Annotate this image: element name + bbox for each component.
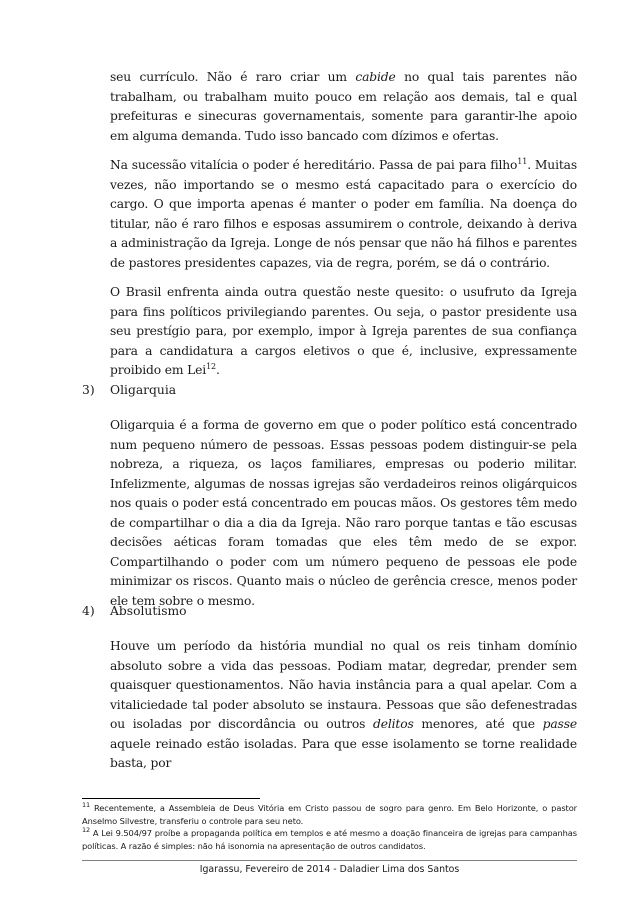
page-footer: Igarassu, Fevereiro de 2014 - Daladier Lima dos Santos	[199, 864, 460, 875]
section-heading-oligarquia	[82, 381, 382, 401]
footnote-number: 11	[82, 801, 91, 810]
section-title: Oligarquia	[110, 383, 177, 397]
paragraph-oligarquia: Oligarquia é a forma de governo em que o poder político está concentrado num pequeno número de pessoas. Essas pessoas podem distinguir-se pela nobreza, a riqueza, os laços familiares, empresas ou poderio militar. Infelizmente, algumas de nossas igrejas são verdadeiros reinos oligárquicos nos quais o poder está concentrado em poucas mãos. Os gestores têm medo de compartilhar o dia a dia da Igreja. Não raro porque tantas e tão escusas decisões aéticas foram tomadas que eles têm medo de se expor. Compartilhando o poder com um número pequeno de pessoas ele pode minimizar os riscos. Quanto mais o núcleo de gerência cresce, menos poder ele tem sobre o mesmo.	[110, 418, 577, 608]
text-run: Na sucessão vitalícia o poder é hereditário. Passa de pai para filho	[110, 158, 518, 172]
italic-term: passe	[542, 717, 577, 731]
section-heading-absolutismo	[82, 602, 382, 622]
italic-term: cabide	[355, 70, 396, 84]
footnote-12	[82, 827, 577, 852]
footnote-ref-11[interactable]: 11	[517, 156, 528, 166]
italic-term: delitos	[372, 717, 414, 731]
text-run: menores, até que	[413, 717, 543, 731]
text-run: aquele reinado estão isoladas. Para que esse isolamento se torne realidade basta, por	[110, 736, 577, 770]
text-run: Houve um período da história mundial no qual os reis tinham domínio absoluto sobre a vida das pessoas. Podiam matar, degredar, prender sem quaisquer questionamentos. Não havia instância para a qual apelar. Com a vitaliciedade tal poder absoluto se instaura. Pessoas que são defenestradas ou isoladas por discordância ou outros	[110, 639, 577, 731]
footnote-number: 12	[82, 826, 91, 835]
footnote-text: A Lei 9.504/97 proíbe a propaganda política em templos e até mesmo a doação financeira de igrejas para campanhas políticas. A razão é simples: não há isonomia na apresentação de outros candidatos.	[82, 828, 577, 851]
paragraph-absolutismo	[110, 637, 577, 774]
footnote-ref-12[interactable]: 12	[206, 361, 216, 371]
footnote-separator	[82, 798, 260, 799]
footer-separator	[82, 860, 577, 861]
text-run: O Brasil enfrenta ainda outra questão neste quesito: o usufruto da Igreja para fins políticos privilegiando parentes. Ou seja, o pastor presidente usa seu prestígio para, por exemplo, impor à Igreja parentes de sua confiança para a candidatura a cargos eletivos o que é, inclusive, expressamente proibido em Lei	[110, 285, 577, 377]
footnote-text: Recentemente, a Assembleia de Deus Vitória em Cristo passou de sogro para genro. Em Belo Horizonte, o pastor Anselmo Silvestre, transferiu o controle para seu neto.	[82, 803, 577, 826]
section-title: Absolutismo	[110, 604, 187, 618]
text-run: seu currículo. Não é raro criar um	[110, 70, 356, 84]
text-run: . Muitas vezes, não importando se o mesmo está capacitado para o exercício do cargo. O que importa apenas é manter o poder em família. Na doença do titular, não é raro filhos e esposas assumirem o controle, deixando à deriva a administração da Igreja. Longe de nós pensar que não há filhos e parentes de pastores presidentes capazes, via de regra, porém, se dá o contrário.	[110, 158, 577, 270]
paragraph-brasil	[110, 283, 577, 381]
text-run: no qual tais parentes não trabalham, ou trabalham muito pouco em relação aos demais, tal e qual prefeituras e sinecuras governamentais, somente para garantir-lhe apoio em alguma demanda. Tudo isso bancado com dízimos e ofertas.	[110, 70, 577, 143]
footnote-11	[82, 802, 577, 827]
paragraph-sucessao	[110, 156, 577, 273]
paragraph-cabide	[110, 68, 577, 146]
text-run: .	[215, 363, 220, 377]
section-number: 4)	[82, 604, 95, 618]
section-number: 3)	[82, 383, 95, 397]
